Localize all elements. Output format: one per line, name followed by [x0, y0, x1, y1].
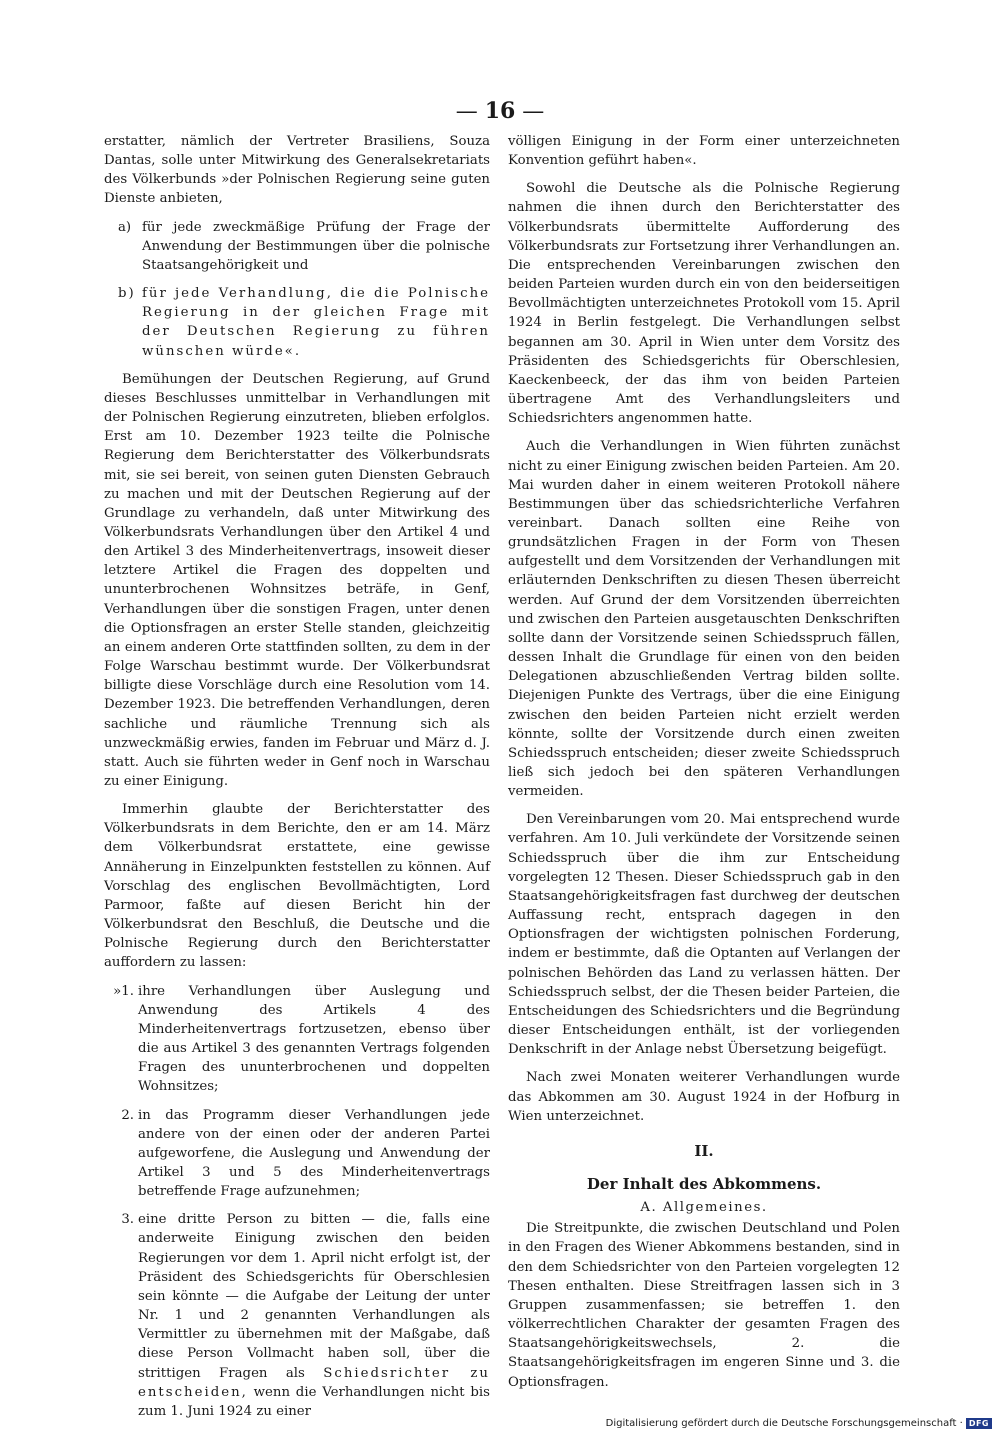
- paragraph: Immerhin glaubte der Berichterstatter des Völkerbundsrats in dem Berichte, den er am 14. März dem Völkerbundsrat erstattete, eine gewisse Annäherung in Einzelpunkten feststellen zu können. Auf Vorschlag des englischen Bevollmächtigten, Lord Parmoor, faßte auf diesen Bericht hin der Völkerbundsrat den Beschluß, die Deutsche und die Polnische Regierung durch den Berichterstatter auffordern zu lassen:: [104, 802, 490, 971]
- footer-text: Digitalisierung gefördert durch die Deutsche Forschungsgemeinschaft ·: [605, 1418, 963, 1429]
- item-label-3: 3.: [121, 1212, 134, 1228]
- section-heading: Der Inhalt des Abkommens.: [586, 1174, 822, 1193]
- numbered-item-2: [104, 1106, 490, 1202]
- paragraph: Nach zwei Monaten weiterer Verhandlungen wurde das Abkommen am 30. August 1924 in der Hofburg in Wien unterzeichnet.: [508, 1070, 900, 1124]
- item-text-3b: wenn die Verhandlungen nicht bis zum 1. Juni 1924 zu einer: [138, 1384, 490, 1419]
- paragraph: Die Streitpunkte, die zwischen Deutschland und Polen in den Fragen des Wiener Abkommens bestanden, sind in den dem Schiedsrichter von den Parteien vorgelegten 12 Thesen enthalten. Diese Streitfragen lassen sich in 3 Gruppen zusammenfassen; sie betreffen 1. den völkerrechtlichen Charakter der gesamten Fragen des Staatsangehörigkeitswechsels, 2. die Staatsangehörigkeitsfragen im engeren Sinne und 3. die Optionsfragen.: [508, 1221, 900, 1390]
- subsection-heading: A. Allgemeines.: [640, 1200, 768, 1216]
- item-text-3-emphasis: Schiedsrichter zu entscheiden,: [138, 1365, 490, 1400]
- right-column: [508, 132, 900, 1392]
- item-text-3a: eine dritte Person zu bitten — die, falls eine anderweite Einigung zwischen den beiden Regierungen vor dem 1. April nicht erfolgt ist, der Präsident des Schiedsgerichts für Oberschlesien sein könnte — die Aufgabe der Leitung der unter Nr. 1 und 2 genannten Verhandlungen als Vermittler zu übernehmen mit der Maßgabe, daß diese Person Vollmacht haben soll, über die strittigen Fragen als: [138, 1212, 490, 1381]
- list-text-a: für jede zweckmäßige Prüfung der Frage der Anwendung der Bestimmungen über die polnische Staatsangehörigkeit und: [142, 219, 490, 273]
- item-text-1: ihre Verhandlungen über Auslegung und Anwendung des Artikels 4 des Minderheitenvertrags fortzusetzen, ebenso über die aus Artikel 3 des genannten Vertrags folgenden Fragen des ununterbrochenen und doppelten Wohnsitzes;: [138, 983, 490, 1095]
- list-label-a: a): [118, 219, 132, 235]
- paragraph: Bemühungen der Deutschen Regierung, auf Grund dieses Beschlusses unmittelbar in Verhandlungen mit der Polnischen Regierung einzutreten, blieben erfolglos. Erst am 10. Dezember 1923 teilte die Polnische Regierung dem Berichterstatter des Völkerbundsrats mit, sie sei bereit, von seinen guten Diensten Gebrauch zu machen und mit der Deutschen Regierung auf der Grundlage zu verhandeln, daß unter Mitwirkung des Völkerbundsrats Verhandlungen über den Artikel 4 und den Artikel 3 des Minderheitenvertrags, insoweit dieser letztere Artikel die Fragen des doppelten und ununterbrochenen Wohnsitzes beträfe, in Genf, Verhandlungen über die sonstigen Fragen, unter denen die Optionsfragen an erster Stelle standen, gleichzeitig an einem anderen Orte stattfinden sollten, zu dem in der Folge Warschau bestimmt wurde. Der Völkerbundsrat billigte diese Vorschläge durch eine Resolution vom 14. Dezember 1923. Die betreffenden Verhandlungen, deren sachliche und räumliche Trennung sich als unzweckmäßig erwies, fanden im Februar und März d. J. statt. Auch sie führten weder in Genf noch in Warschau zu einer Einigung.: [104, 371, 490, 789]
- continuation-paragraph: völligen Einigung in der Form einer unterzeichneten Konvention geführt haben«.: [508, 134, 900, 169]
- page-number: — 16 —: [0, 98, 1000, 124]
- left-column: [104, 132, 490, 1421]
- item-text-2: in das Programm dieser Verhandlungen jede andere von der einen oder der anderen Partei aufgeworfene, die Auslegung und Anwendung der Artikel 3 und 5 des Minderheitenvertrags betreffende Frage aufzunehmen;: [138, 1107, 490, 1200]
- section-number: II.: [694, 1141, 714, 1160]
- paragraph: Sowohl die Deutsche als die Polnische Regierung nahmen die ihnen durch den Berichterstatter des Völkerbundsrats übermittelte Aufforderung des Völkerbundsrats zur Fortsetzung ihrer Verhandlungen an. Die entsprechenden Vereinbarungen zwischen den beiden Parteien wurden durch ein von den beiderseitigen Bevollmächtigten unterzeichnetes Protokoll vom 15. April 1924 in Berlin festgelegt. Die Verhandlungen selbst begannen am 30. April in Wien unter dem Vorsitz des Präsidenten des Schiedsgerichts für Oberschlesien, Kaeckenbeeck, der das ihm von beiden Parteien übertragene Amt des Verhandlungsleiters und Schiedsrichters angenommen hatte.: [508, 181, 900, 427]
- paragraph: Den Vereinbarungen vom 20. Mai entsprechend wurde verfahren. Am 10. Juli verkündete der Vorsitzende seinen Schiedsspruch über die ihm zur Entscheidung vorgelegten 12 Thesen. Dieser Schiedsspruch gab in den Staatsangehörigkeitsfragen fast durchweg der deutschen Auffassung recht, entsprach dagegen in den Optionsfragen der wichtigsten polnischen Forderung, indem er bestimmte, daß die Optanten auf Verlangen der polnischen Behörden das Land zu verlassen hätten. Der Schiedsspruch selbst, der die Thesen beider Parteien, die Entscheidungen des Schiedsrichters und die Begründung dieser Entscheidungen enthält, ist der vorliegenden Denkschrift in der Anlage nebst Übersetzung beigefügt.: [508, 812, 900, 1058]
- item-label-1: »1.: [113, 983, 134, 999]
- list-item-a: [104, 218, 490, 275]
- paragraph: Auch die Verhandlungen in Wien führten zunächst nicht zu einer Einigung zwischen beiden Parteien. Am 20. Mai wurden daher in einem weiteren Protokoll nähere Bestimmungen über das schiedsrichterliche Verfahren vereinbart. Danach sollten eine Reihe von grundsätzlichen Fragen in der Form von Thesen aufgestellt und dem Vorsitzenden der Verhandlungen mit erläuternden Denkschriften zu diesen Thesen überreicht werden. Auf Grund der dem Vorsitzenden überreichten und zwischen den Parteien ausgetauschten Denkschriften sollte dann der Vorsitzende seinen Schiedsspruch fällen, dessen Inhalt die Grundlage für einen von den beiden Delegationen abzuschließenden Vertrag bilden sollte. Diejenigen Punkte des Vertrags, über die eine Einigung zwischen den beiden Parteien nicht erzielt werden könnte, sollte der Vorsitzende durch einen zweiten Schiedsspruch entscheiden; dieser zweite Schiedsspruch ließ sich jedoch bei den späteren Verhandlungen vermeiden.: [508, 439, 900, 800]
- list-item-b: [104, 284, 490, 361]
- list-label-b: b): [118, 286, 136, 302]
- intro-paragraph: erstatter, nämlich der Vertreter Brasiliens, Souza Dantas, solle unter Mitwirkung des Generalsekretariats des Völkerbunds »der Polnischen Regierung seine guten Dienste anbieten,: [104, 134, 490, 207]
- numbered-item-1: [104, 982, 490, 1097]
- list-text-b: für jede Verhandlung, die die Polnische Regierung in der gleichen Frage mit der Deutschen Regierung zu führen wünschen würde«.: [142, 286, 490, 359]
- dfg-logo: DFG: [966, 1418, 992, 1429]
- footer: [606, 1418, 992, 1429]
- numbered-item-3: [104, 1210, 490, 1421]
- item-label-2: 2.: [121, 1107, 134, 1123]
